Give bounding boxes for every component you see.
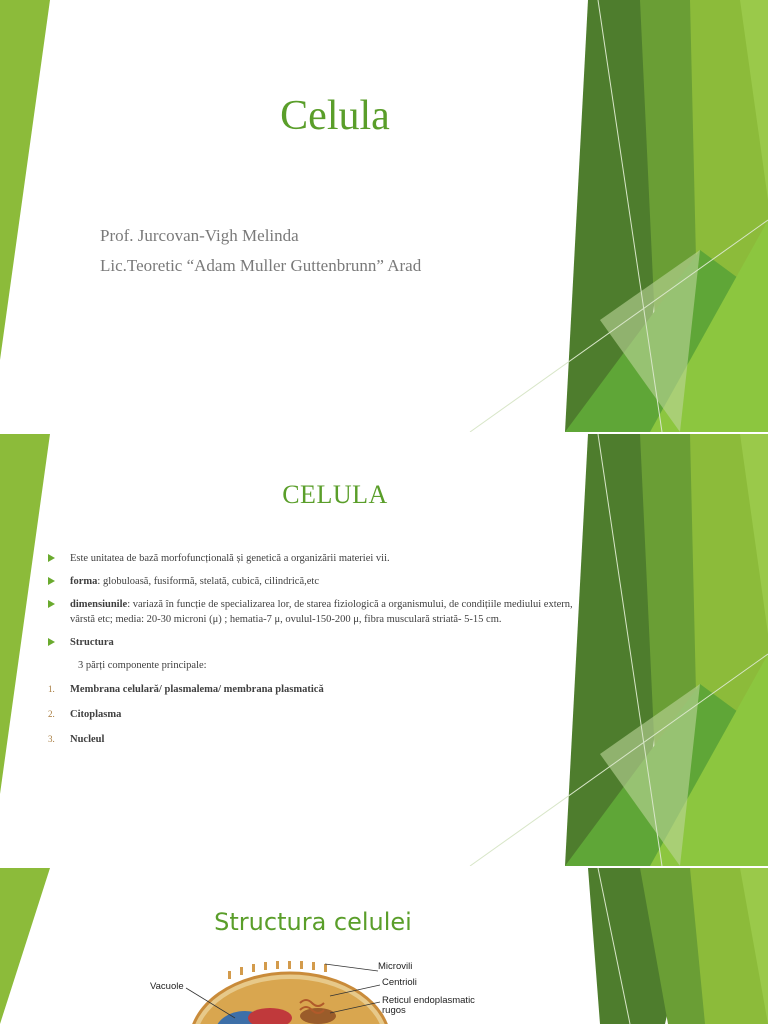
numbered-item: 1. Membrana celulară/ plasmalema/ membrana plasmatică	[48, 684, 324, 696]
list-item: Structura	[48, 636, 588, 650]
arrow-bullet-icon	[48, 554, 55, 562]
label-microvili: Microvili	[378, 961, 413, 972]
numbered-item: 3. Nucleul	[48, 734, 105, 746]
bullet-list	[48, 552, 588, 759]
label-vacuole: Vacuole	[150, 981, 184, 992]
arrow-bullet-icon	[48, 638, 55, 646]
arrow-bullet-icon	[48, 600, 55, 608]
label-centrioli: Centrioli	[382, 977, 417, 988]
green-decoration	[0, 0, 768, 432]
structure-slide	[0, 868, 768, 1024]
slide-title: Celula	[280, 93, 390, 139]
title-slide	[0, 0, 768, 432]
author-name: Prof. Jurcovan-Vigh Melinda	[100, 226, 299, 245]
content-slide	[0, 434, 768, 866]
list-item: forma: globuloasă, fusiformă, stelată, cubică, cilindrică,etc	[48, 575, 588, 589]
arrow-bullet-icon	[48, 577, 55, 585]
school-name: Lic.Teoretic “Adam Muller Guttenbrunn” Arad	[100, 256, 422, 275]
numbered-item: 2. Citoplasma	[48, 709, 122, 721]
slide-title: CELULA	[282, 480, 388, 509]
list-item: Este unitatea de bază morfofuncțională și genetică a organizării materiei vii.	[48, 552, 588, 566]
list-item: dimensiunile: variază în funcție de specializarea lor, de starea fiziologică a organismului, de condițiile mediului extern, vârstă etc; media: 20-30 microni (μ) ; hematia-7 μ, ovulul-150-200 μ, fibra musculară striată- 5-15 cm.	[48, 598, 588, 626]
list-item: 3 părți componente principale:	[78, 659, 207, 671]
label-reticul-endoplasmatic: Reticul endoplasmatic rugos	[382, 995, 475, 1017]
slide-title: Structura celulei	[214, 908, 412, 936]
